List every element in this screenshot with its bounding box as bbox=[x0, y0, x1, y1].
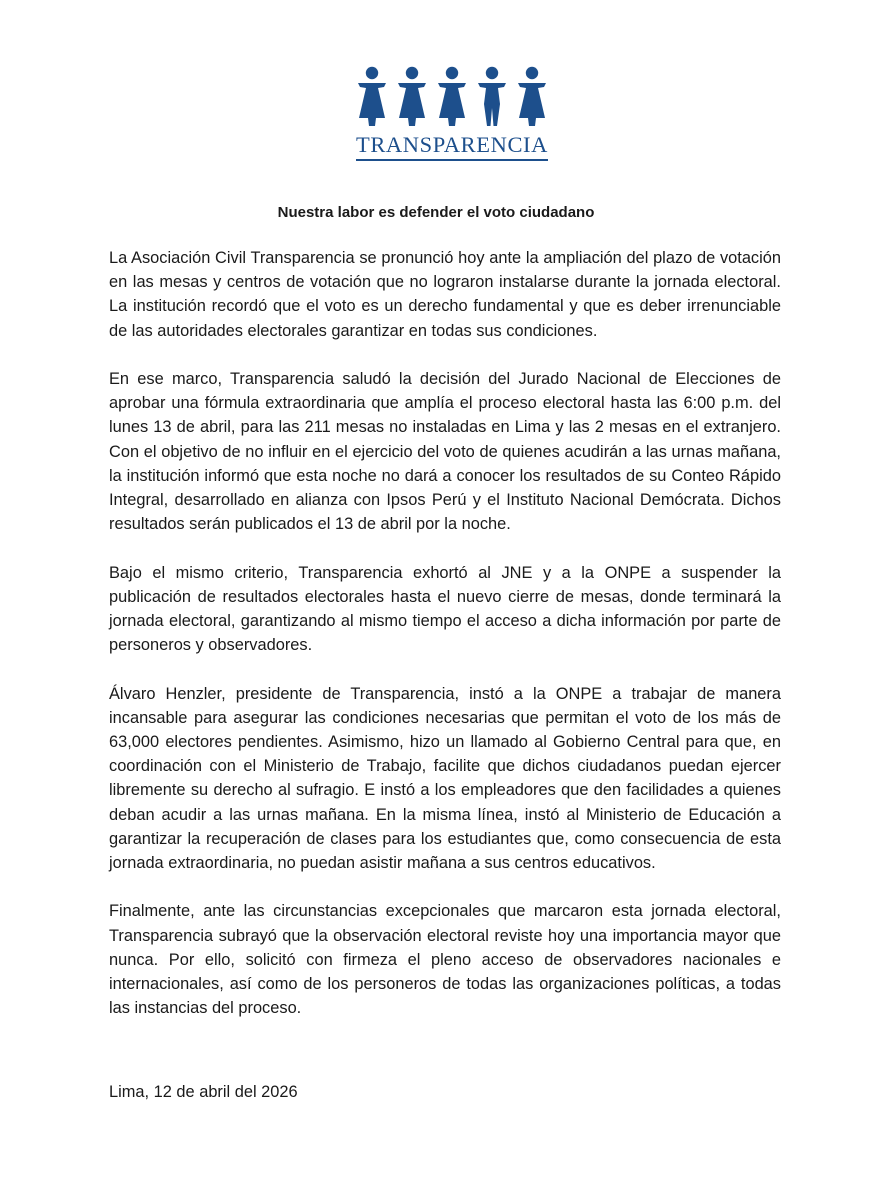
logo-wordmark: TRANSPARENCIA bbox=[355, 132, 548, 157]
people-figures-icon bbox=[354, 66, 550, 130]
paragraph: Álvaro Henzler, presidente de Transparencia, instó a la ONPE a trabajar de manera incansable para asegurar las condiciones necesarias que permitan el voto de los más de 63,000 electores pendientes. Asimismo, hizo un llamado al Gobierno Central para que, en coordinación con el Ministerio de Trabajo, facilite que dichos ciudadanos puedan ejercer libremente su derecho al sufragio. E instó a los empleadores que den facilidades a quienes deban acudir a las urnas mañana. En la misma línea, instó al Ministerio de Educación a garantizar la recuperación de clases para los estudiantes que, como consecuencia de esta jornada extraordinaria, no puedan asistir mañana a sus centros educativos. bbox=[109, 684, 781, 873]
place-date-signoff: Lima, 12 de abril del 2026 bbox=[109, 1083, 298, 1101]
document-body bbox=[109, 246, 781, 1045]
paragraph: La Asociación Civil Transparencia se pronunció hoy ante la ampliación del plazo de votación en las mesas y centros de votación que no lograron instalarse durante la jornada electoral. La institución recordó que el voto es un derecho fundamental y que es deber irrenunciable de las autoridades electorales garantizar en todas sus condiciones. bbox=[109, 249, 781, 340]
transparencia-logo bbox=[354, 66, 550, 166]
logo-underline bbox=[356, 159, 548, 161]
paragraph: Finalmente, ante las circunstancias excepcionales que marcaron esta jornada electoral, Transparencia subrayó que la observación electoral reviste hoy una importancia mayor que nunca. Por ello, solicitó con firmeza el pleno acceso de observadores nacionales e internacionales, así como de los personeros de todas las organizaciones políticas, a todas las instancias del proceso. bbox=[109, 902, 781, 1018]
document-title: Nuestra labor es defender el voto ciudadano bbox=[277, 204, 595, 221]
paragraph: En ese marco, Transparencia saludó la decisión del Jurado Nacional de Elecciones de aprobar una fórmula extraordinaria que amplía el proceso electoral hasta las 6:00 p.m. del lunes 13 de abril, para las 211 mesas no instaladas en Lima y las 2 mesas en el extranjero. Con el objetivo de no influir en el ejercicio del voto de quienes acudirán a las urnas mañana, la institución informó que esta noche no dará a conocer los resultados de su Conteo Rápido Integral, desarrollado en alianza con Ipsos Perú y el Instituto Nacional Demócrata. Dichos resultados serán publicados el 13 de abril por la noche. bbox=[109, 370, 781, 534]
paragraph: Bajo el mismo criterio, Transparencia exhortó al JNE y a la ONPE a suspender la publicación de resultados electorales hasta el nuevo cierre de mesas, donde terminará la jornada electoral, garantizando al mismo tiempo el acceso a dicha información por parte de personeros y observadores. bbox=[109, 563, 781, 655]
